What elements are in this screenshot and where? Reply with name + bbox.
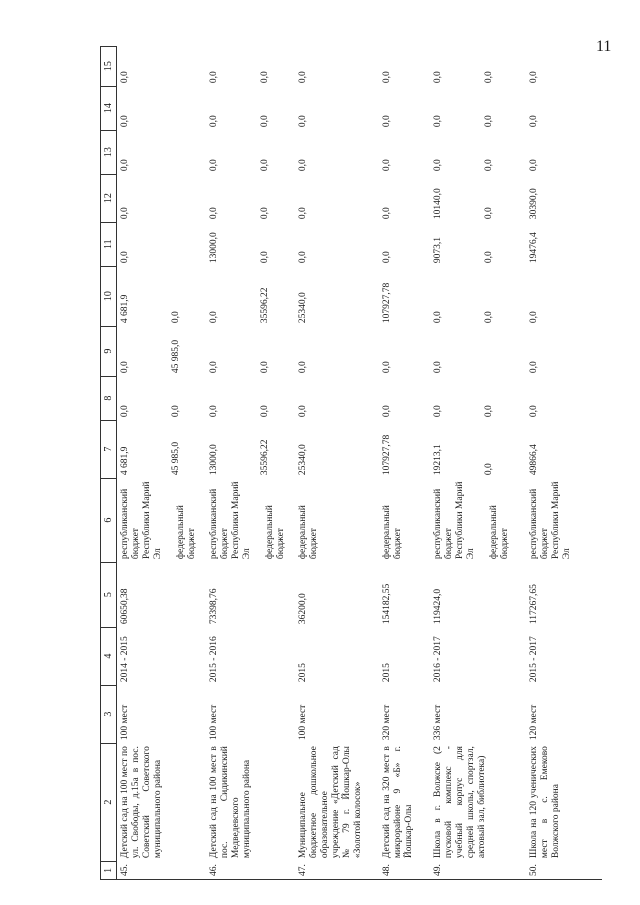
value-col7: 107927,78 [382, 434, 392, 476]
funding-source [117, 478, 207, 562]
value-col7: 13000,0 35596,22 [209, 439, 270, 476]
funding-source [295, 478, 379, 562]
col-header: 15 [101, 46, 117, 86]
funding-source [206, 478, 295, 562]
row-number: 50. [526, 861, 602, 879]
value-col15: 0,0 [529, 71, 539, 84]
value-col13: 0,0 [529, 159, 539, 172]
col-header: 8 [101, 376, 117, 420]
table-row [117, 46, 207, 879]
value-col12: 0,0 [382, 207, 392, 220]
value-col8: 0,0 [529, 405, 539, 418]
value-col8: 0,0 0,0 [433, 405, 494, 418]
capacity: 320 мест [382, 704, 392, 741]
value-col12: 0,0 0,0 [209, 207, 270, 220]
value-col11: 19476,4 [529, 232, 539, 264]
object-name: Детский сад на 100 мест по ул. Свободы, д.15а в пос. Советский Советского муниципального района [120, 746, 163, 859]
value-col10: 4 681,9 0,0 [120, 294, 181, 324]
value-col8: 0,0 0,0 [209, 405, 270, 418]
funding-source [526, 478, 602, 562]
value-col13: 0,0 [120, 159, 130, 172]
capacity: 100 мест [120, 704, 130, 741]
value-col10: 107927,78 [382, 282, 392, 324]
capacity: 120 мест [529, 704, 539, 741]
col-header: 14 [101, 86, 117, 130]
object-name: Школа на 120 ученических мест в с. Емеково Волжского района [529, 746, 561, 859]
value-col7: 19213,1 0,0 [433, 444, 494, 476]
value-col15: 0,0 [298, 71, 308, 84]
value-col12: 30390,0 [529, 188, 539, 220]
value-col11: 0,0 [120, 251, 130, 264]
value-col9: 0,0 [382, 361, 392, 374]
value-col14: 0,0 [120, 115, 130, 128]
value-col8: 0,0 [382, 405, 392, 418]
object-name: Муниципальное бюджетное дошкольное образовательное учреждение «Детский сад № 79 г. Йошкар-Олы «Золотой колосок» [298, 746, 363, 859]
source-name: федеральный бюджет [264, 505, 286, 560]
value-col11: 0,0 [298, 251, 308, 264]
row-number: 45. [117, 861, 207, 879]
col-header: 4 [101, 627, 117, 685]
value-col12: 10140,0 0,0 [433, 188, 494, 220]
capacity: 100 мест [298, 704, 308, 741]
total-cost: 119424,0 [433, 588, 443, 625]
total-cost: 36200,0 [298, 593, 308, 625]
source-name: федеральный бюджет [298, 505, 319, 560]
value-col9: 0,0 45 985,0 [120, 339, 181, 374]
value-col15: 0,0 [120, 71, 130, 84]
col-header: 3 [101, 685, 117, 743]
value-col10: 0,0 35596,22 [209, 287, 270, 324]
total-cost: 117267,65 [529, 584, 539, 625]
source-name: федеральный бюджет [488, 505, 510, 560]
col-header: 7 [101, 420, 117, 478]
value-col7: 49866,4 [529, 444, 539, 476]
years: 2015 - 2017 [529, 636, 539, 683]
column-number-row [101, 46, 117, 879]
source-name: республиканский бюджет Республики Марий Эл [209, 481, 252, 560]
value-col7: 25340,0 [298, 444, 308, 476]
capacity: 100 мест [209, 704, 219, 741]
years: 2015 - 2016 [209, 636, 219, 683]
value-col12: 0,0 [120, 207, 130, 220]
value-col10: 0,0 0,0 [433, 311, 494, 324]
value-col14: 0,0 [382, 115, 392, 128]
value-col13: 0,0 [382, 159, 392, 172]
value-col9: 0,0 0,0 [209, 361, 270, 374]
value-col14: 0,0 0,0 [433, 115, 494, 128]
value-col11: 0,0 [382, 251, 392, 264]
value-col14: 0,0 [529, 115, 539, 128]
value-col8: 0,0 [298, 405, 308, 418]
source-name: республиканский бюджет Республики Марий Эл [120, 481, 163, 560]
source-name: республиканский бюджет Республики Марий Эл [529, 481, 572, 560]
value-col14: 0,0 0,0 [209, 115, 270, 128]
value-col13: 0,0 [298, 159, 308, 172]
col-header: 12 [101, 174, 117, 222]
years: 2016 - 2017 [433, 636, 443, 683]
value-col15: 0,0 [382, 71, 392, 84]
object-name: Школа в г. Волжске (2 пусковой комплекс - учебный корпус для средней школы, спортзал, актовый зал, библиотека) [433, 746, 487, 859]
row-number: 46. [206, 861, 295, 879]
funding-source [379, 478, 430, 562]
value-col9: 0,0 [298, 361, 308, 374]
funding-source [430, 478, 526, 562]
years: 2015 [298, 663, 308, 683]
value-col15: 0,0 0,0 [433, 71, 494, 84]
value-col13: 0,0 0,0 [433, 159, 494, 172]
total-cost: 73398,76 [209, 588, 219, 625]
value-col11: 9073,1 0,0 [433, 237, 494, 264]
col-header: 6 [101, 478, 117, 562]
budget-table [100, 46, 602, 880]
table-row [430, 46, 526, 879]
value-col13: 0,0 0,0 [209, 159, 270, 172]
row-number: 48. [379, 861, 430, 879]
value-col10: 25340,0 [298, 292, 308, 324]
value-col10: 0,0 [529, 311, 539, 324]
table-row [379, 46, 430, 879]
source-name: республиканский бюджет Республики Марий Эл [433, 481, 476, 560]
total-cost: 154182,55 [382, 583, 392, 625]
col-header: 13 [101, 130, 117, 174]
table-row [526, 46, 602, 879]
years: 2014 - 2015 [120, 636, 130, 683]
object-name: Детский сад на 320 мест в микрорайоне 9 «Б» г. Йошкар-Олы [382, 746, 414, 859]
value-col9: 0,0 [433, 361, 443, 374]
col-header: 11 [101, 222, 117, 266]
col-header: 2 [101, 743, 117, 861]
row-number: 49. [430, 861, 526, 879]
capacity: 336 мест [433, 704, 443, 741]
source-name: федеральный бюджет [382, 505, 403, 560]
value-col7: 4 681,9 45 985,0 [120, 441, 181, 476]
value-col14: 0,0 [298, 115, 308, 128]
col-header: 9 [101, 326, 117, 376]
col-header: 10 [101, 266, 117, 326]
value-col15: 0,0 0,0 [209, 71, 270, 84]
col-header: 5 [101, 562, 117, 627]
page-number: 11 [596, 38, 612, 55]
source-name: федеральный бюджет [175, 505, 197, 560]
table-row [295, 46, 379, 879]
value-col11: 13000,0 0,0 [209, 232, 270, 264]
table-row [206, 46, 295, 879]
row-number: 47. [295, 861, 379, 879]
years: 2015 [382, 663, 392, 683]
value-col9: 0,0 [529, 361, 539, 374]
total-cost: 60650,38 [120, 588, 130, 625]
value-col12: 0,0 [298, 207, 308, 220]
value-col8: 0,0 0,0 [120, 405, 181, 418]
object-name: Детский сад на 100 мест в пос. Сидикинский Медведевского муниципального района [209, 746, 252, 859]
col-header: 1 [101, 861, 117, 879]
